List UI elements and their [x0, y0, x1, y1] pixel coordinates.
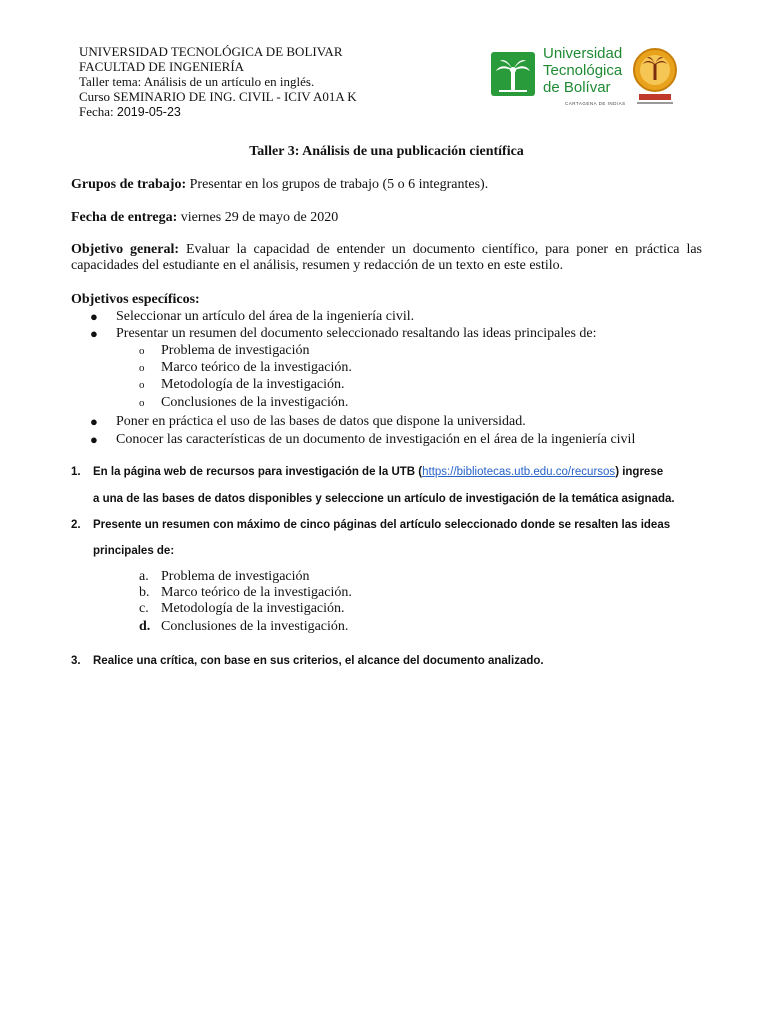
header-university: UNIVERSIDAD TECNOLÓGICA DE BOLIVAR	[79, 44, 343, 59]
list-item: ● Conocer las características de un documento de investigación en el área de la ingeniería civil	[90, 432, 636, 447]
resources-link[interactable]: https://bibliotecas.utb.edu.co/recursos	[422, 466, 616, 478]
delivery-date-paragraph: Fecha de entrega: viernes 29 de mayo de 2020	[71, 210, 339, 225]
list-item: ● Seleccionar un artículo del área de la ingeniería civil.	[90, 309, 415, 324]
university-logo	[491, 44, 681, 116]
circle-bullet-icon: o	[139, 397, 145, 409]
bullet-icon: ●	[90, 414, 98, 429]
list-item: ● Presentar un resumen del documento seleccionado resaltando las ideas principales de:	[90, 326, 597, 341]
document-page: UNIVERSIDAD TECNOLÓGICA DE BOLIVAR FACULTAD DE INGENIERÍA Taller tema: Análisis de un artículo en inglés. Curso SEMINARIO DE ING. CIVIL - ICIV A01A K Fecha: 2019-05-23 Universidad Tecnológica de Bolívar CARTAGENA DE INDIAS Taller 3: Análisis de una publicación científica Grupos de trabajo: Presentar en los grupos de trabajo (5 o 6 integrantes). Fecha de entrega: viernes 29 de mayo de 2020 Objetivo general: Evaluar la capacidad de entender un documento científico, para poner en práctica las capacidades del estudiante en el análisis, resumen y redacción de un texto en este estilo. Objetivos específicos: ● Seleccionar un artículo del área de la ingeniería civil. ● Presentar un resumen del documento seleccionado resaltando las ideas principales de: o Problema de investigación o Marco teórico de la investigación. o Metodología de la investigación. o Conclusiones de la investigación. ● Poner en práctica el uso de las bases de datos que dispone la universidad. ● Conocer las características de un documento de investigación en el área de la ingeniería civil 1. En la página web de recursos para investigación de la UTB (https://bibliotecas.utb.edu.co/recursos) ingrese a una de las bases de datos disponibles y seleccione un artículo de investigación de la temática asignada. 2. Presente un resumen con máximo de cinco páginas del artículo seleccionado donde se resalten las ideas principales de: a. Problema de investigación b. Marco teórico de la investigación. c. Metodología de la investigación. d. Conclusiones de la investigación. 3. Realice una crítica, con base en sus criterios, el alcance del documento analizado.	[71, 44, 702, 667]
header-date	[79, 104, 479, 119]
date-value: 2019-05-23	[116, 105, 181, 119]
general-objective-paragraph: Objetivo general: Evaluar la capacidad de entender un documento científico, para poner en práctica las capacidades del estudiante en el análisis, resumen y redacción de un texto en este estilo.	[71, 242, 702, 273]
header-faculty: FACULTAD DE INGENIERÍA	[79, 59, 245, 74]
list-item: ● Poner en práctica el uso de las bases de datos que dispone la universidad.	[90, 414, 526, 429]
logo-wordmark: Universidad Tecnológica de Bolívar	[543, 45, 623, 96]
header-topic: Taller tema: Análisis de un artículo en inglés.	[79, 74, 315, 89]
university-seal-icon	[633, 46, 677, 108]
date-label: Fecha:	[79, 104, 117, 119]
document-header	[79, 44, 479, 119]
palm-tree-icon	[491, 52, 535, 96]
bullet-icon: ●	[90, 326, 98, 341]
logo-subtitle: CARTAGENA DE INDIAS	[565, 101, 626, 106]
circle-bullet-icon: o	[139, 345, 145, 357]
document-title: Taller 3: Análisis de una publicación científica	[249, 144, 524, 159]
groups-paragraph: Grupos de trabajo: Presentar en los grupos de trabajo (5 o 6 integrantes).	[71, 177, 489, 192]
bullet-icon: ●	[90, 309, 98, 324]
bullet-icon: ●	[90, 432, 98, 447]
circle-bullet-icon: o	[139, 379, 145, 391]
specific-objectives-heading: Objetivos específicos:	[71, 292, 200, 307]
circle-bullet-icon: o	[139, 362, 145, 374]
header-course: Curso SEMINARIO DE ING. CIVIL - ICIV A01A K	[79, 89, 357, 104]
